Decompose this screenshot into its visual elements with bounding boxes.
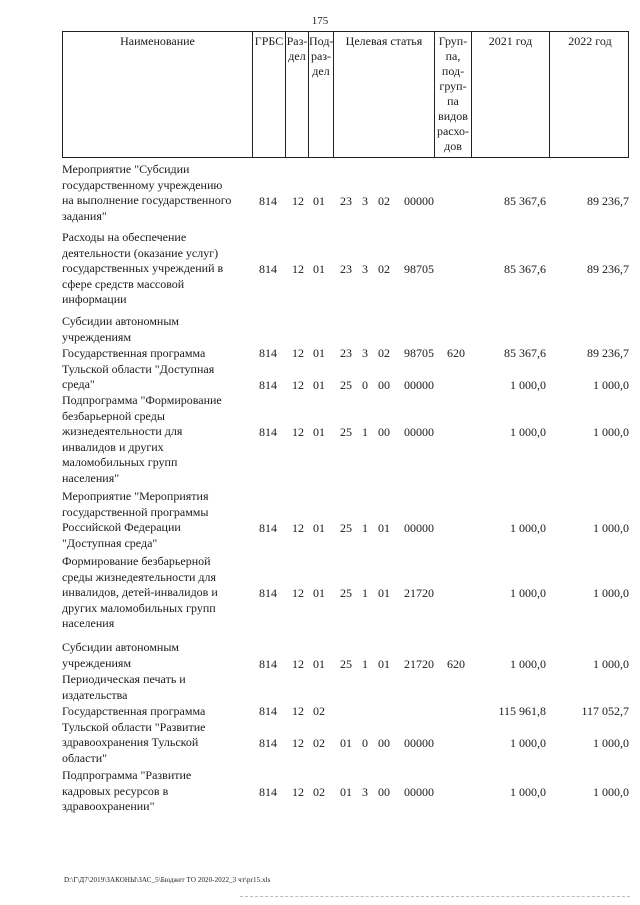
cell-cs4: 00000 xyxy=(404,521,434,535)
cell-cs2: 3 xyxy=(362,194,368,208)
cell-cs2: 0 xyxy=(362,736,368,750)
cell-cs4: 21720 xyxy=(404,656,434,671)
cell-pr: 01 xyxy=(313,262,325,276)
cell-y2021: 85 367,6 xyxy=(504,194,546,208)
cell-cs1: 25 xyxy=(340,378,352,392)
cell-pr: 01 xyxy=(313,378,325,392)
cell-pr: 01 xyxy=(313,656,325,671)
row-name: Периодическая печать и издательства xyxy=(62,672,186,702)
cell-grbs: 814 xyxy=(259,736,277,750)
cell-pr: 01 xyxy=(313,194,325,208)
cell-grbs: 814 xyxy=(259,378,277,392)
cell-y2021: 115 961,8 xyxy=(498,704,546,718)
header-expense-group: Груп- па, под- груп- па видов расхо- дов xyxy=(435,32,472,157)
cell-y2021: 1 000,0 xyxy=(510,656,546,671)
cell-cs3: 02 xyxy=(378,194,390,208)
row-name: Мероприятие "Субсидии государственному учреждению на выполнение государственного задания" xyxy=(62,162,232,223)
cell-cs2: 1 xyxy=(362,656,368,671)
footer-rule xyxy=(240,896,630,897)
cell-grbs: 814 xyxy=(259,784,277,799)
row-name: Подпрограмма "Формирование безбарьерной среды жизнедеятельности для инвалидов и других маломобильных групп населения" xyxy=(62,393,222,485)
cell-y2022: 1 000,0 xyxy=(593,425,629,439)
cell-y2022: 1 000,0 xyxy=(593,586,629,600)
cell-cs1: 25 xyxy=(340,586,352,600)
cell-cs3: 00 xyxy=(378,378,390,392)
cell-y2022: 89 236,7 xyxy=(587,194,629,208)
cell-cs3: 00 xyxy=(378,784,390,799)
cell-y2021: 1 000,0 xyxy=(510,586,546,600)
cell-y2022: 1 000,0 xyxy=(593,656,629,671)
cell-rz: 12 xyxy=(292,736,304,750)
cell-y2022: 117 052,7 xyxy=(581,704,629,718)
cell-cs1: 23 xyxy=(340,262,352,276)
cell-pr: 02 xyxy=(313,704,325,718)
cell-pr: 01 xyxy=(313,425,325,439)
row-name: Субсидии автономным учреждениям xyxy=(62,314,179,344)
cell-cs4: 00000 xyxy=(404,784,434,799)
cell-cs4: 00000 xyxy=(404,736,434,750)
cell-cs3: 02 xyxy=(378,262,390,276)
table-header xyxy=(62,31,629,158)
cell-pr: 02 xyxy=(313,736,325,750)
cell-rz: 12 xyxy=(292,194,304,208)
cell-rz: 12 xyxy=(292,262,304,276)
cell-cs4: 98705 xyxy=(404,262,434,276)
cell-rz: 12 xyxy=(292,656,304,671)
cell-y2022: 89 236,7 xyxy=(587,346,629,360)
cell-cs2: 1 xyxy=(362,521,368,535)
cell-rz: 12 xyxy=(292,586,304,600)
cell-cs4: 00000 xyxy=(404,194,434,208)
cell-cs4: 98705 xyxy=(404,346,434,360)
cell-rz: 12 xyxy=(292,378,304,392)
cell-cs1: 25 xyxy=(340,425,352,439)
cell-vr: 620 xyxy=(447,656,465,671)
cell-cs1: 23 xyxy=(340,346,352,360)
cell-pr: 01 xyxy=(313,346,325,360)
cell-cs2: 0 xyxy=(362,378,368,392)
cell-grbs: 814 xyxy=(259,346,277,360)
file-path-footer: D:\Г\Д7\2019\ЗАКОНЫ\ЗАС_5\Бюджет ТО 2020-2022_3 чт\pr15.xls xyxy=(64,876,271,884)
row-name: Государственная программа Тульской области "Развитие здравоохранения Тульской области" xyxy=(62,704,206,765)
row-name: Субсидии автономным учреждениям xyxy=(62,640,179,670)
cell-y2022: 89 236,7 xyxy=(587,262,629,276)
cell-y2021: 1 000,0 xyxy=(510,425,546,439)
cell-cs1: 23 xyxy=(340,194,352,208)
cell-rz: 12 xyxy=(292,521,304,535)
header-year-2021: 2021 год xyxy=(472,32,550,157)
cell-y2022: 1 000,0 xyxy=(593,784,629,799)
page-number: 175 xyxy=(311,15,329,27)
cell-cs4: 00000 xyxy=(404,378,434,392)
cell-rz: 12 xyxy=(292,704,304,718)
cell-y2022: 1 000,0 xyxy=(593,378,629,392)
cell-cs3: 01 xyxy=(378,586,390,600)
header-target-article: Целевая статья xyxy=(334,32,435,157)
cell-rz: 12 xyxy=(292,784,304,799)
cell-pr: 01 xyxy=(313,586,325,600)
cell-cs3: 00 xyxy=(378,736,390,750)
cell-cs3: 02 xyxy=(378,346,390,360)
cell-y2021: 85 367,6 xyxy=(504,346,546,360)
cell-y2021: 1 000,0 xyxy=(510,521,546,535)
cell-y2021: 1 000,0 xyxy=(510,784,546,799)
cell-cs2: 3 xyxy=(362,262,368,276)
header-year-2022: 2022 год xyxy=(568,34,612,48)
row-name: Мероприятие "Мероприятия государственной программы Российской Федерации "Доступная среда" xyxy=(62,489,209,550)
cell-cs1: 01 xyxy=(340,736,352,750)
row-name: Государственная программа Тульской области "Доступная среда" xyxy=(62,346,215,391)
cell-cs4: 21720 xyxy=(404,586,434,600)
cell-grbs: 814 xyxy=(259,704,277,718)
cell-cs1: 25 xyxy=(340,521,352,535)
cell-cs1: 25 xyxy=(340,656,352,671)
cell-grbs: 814 xyxy=(259,194,277,208)
row-name: Расходы на обеспечение деятельности (оказание услуг) государственных учреждений в сфере средств массовой информации xyxy=(62,230,224,306)
cell-cs2: 1 xyxy=(362,425,368,439)
cell-cs2: 3 xyxy=(362,346,368,360)
cell-rz: 12 xyxy=(292,346,304,360)
cell-cs3: 01 xyxy=(378,521,390,535)
header-name: Наименование xyxy=(63,32,253,157)
cell-y2021: 1 000,0 xyxy=(510,378,546,392)
cell-y2021: 85 367,6 xyxy=(504,262,546,276)
cell-y2022: 1 000,0 xyxy=(593,521,629,535)
cell-grbs: 814 xyxy=(259,425,277,439)
cell-y2022: 1 000,0 xyxy=(593,736,629,750)
header-grbs: ГРБС xyxy=(253,32,286,157)
cell-cs3: 01 xyxy=(378,656,390,671)
cell-grbs: 814 xyxy=(259,262,277,276)
cell-grbs: 814 xyxy=(259,586,277,600)
cell-cs1: 01 xyxy=(340,784,352,799)
row-name: Подпрограмма "Развитие кадровых ресурсов в здравоохранении" xyxy=(62,768,192,813)
cell-cs4: 00000 xyxy=(404,425,434,439)
cell-grbs: 814 xyxy=(259,521,277,535)
cell-cs3: 00 xyxy=(378,425,390,439)
header-podrazdel: Под- раз- дел xyxy=(309,32,334,157)
cell-pr: 01 xyxy=(313,521,325,535)
cell-vr: 620 xyxy=(447,346,465,360)
cell-rz: 12 xyxy=(292,425,304,439)
cell-pr: 02 xyxy=(313,784,325,799)
cell-grbs: 814 xyxy=(259,656,277,671)
row-name: Формирование безбарьерной среды жизнедеятельности для инвалидов, детей-инвалидов и других маломобильных групп населения xyxy=(62,554,218,630)
cell-cs2: 1 xyxy=(362,586,368,600)
header-razdel: Раз- дел xyxy=(286,32,309,157)
cell-cs2: 3 xyxy=(362,784,368,799)
cell-y2021: 1 000,0 xyxy=(510,736,546,750)
